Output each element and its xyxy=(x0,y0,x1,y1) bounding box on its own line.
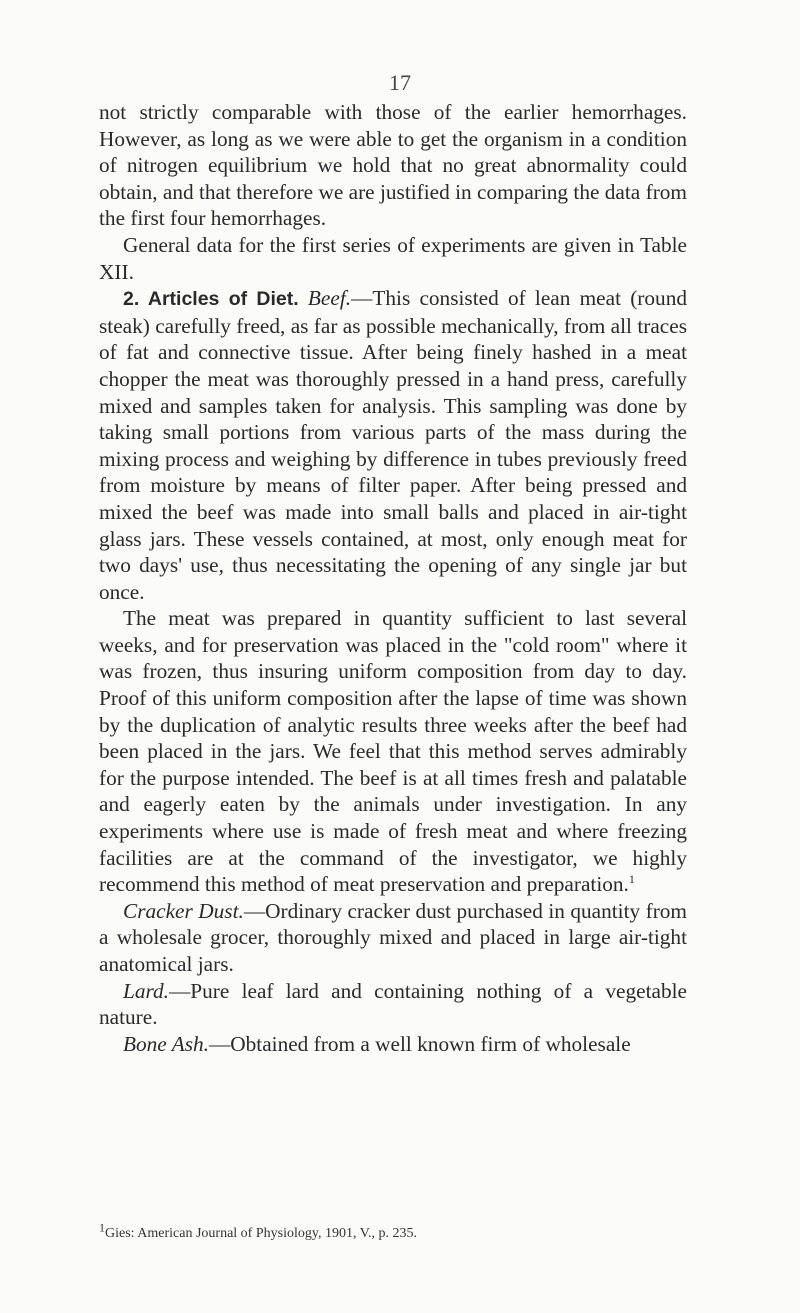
footnote-text: Gies: American Journal of Physiology, 1901, V., p. 235. xyxy=(105,1226,418,1241)
paragraph-general-data: General data for the first series of experiments are given in Table XII. xyxy=(99,232,687,284)
footnote xyxy=(99,1220,687,1242)
footnote-marker: 1 xyxy=(99,1220,105,1235)
subheading-beef: Beef. xyxy=(307,286,352,311)
paragraph-lard xyxy=(99,978,687,1031)
page-number: 17 xyxy=(389,70,411,95)
paragraph-bone-ash xyxy=(99,1031,687,1058)
subheading-bone-ash: Bone Ash. xyxy=(123,1031,209,1056)
beef-text: —This consisted of lean meat (round steak) carefully freed, as far as possible mechanically, from all traces of fat and connective tissue. After being finely hashed in a meat chopper the meat was thoroughly pressed in a hand press, carefully mixed and samples taken for analysis. This sampling was done by taking small portions from various parts of the mass during the mixing process and weighing by difference in tubes previously freed from moisture by means of filter paper. After being pressed and mixed the beef was made into small balls and placed in air-tight glass jars. These vessels contained, at most, only enough meat for two days' use, thus necessitating the opening of any single jar but once. xyxy=(99,286,687,604)
paragraph-hemorrhage-comparison: not strictly comparable with those of the earlier hemorrhages. However, as long as we were able to get the organism in a condition of nitrogen equilibrium we hold that no great abnormality could obtain, and that therefore we are justified in comparing the data from the first four hemorrhages. xyxy=(99,100,687,231)
section-heading-articles-of-diet: 2. Articles of Diet. xyxy=(123,288,299,311)
footnote-reference: 1 xyxy=(628,872,635,887)
subheading-cracker-dust: Cracker Dust. xyxy=(123,898,244,923)
paragraph-cracker-dust xyxy=(99,898,687,978)
body-text xyxy=(99,99,687,1057)
lard-text: —Pure leaf lard and containing nothing of a vegetable nature. xyxy=(99,978,687,1030)
subheading-lard: Lard. xyxy=(123,978,169,1003)
bone-ash-text: —Obtained from a well known firm of wholesale xyxy=(208,1031,631,1056)
paragraph-meat-preservation xyxy=(99,605,687,898)
preservation-text: The meat was prepared in quantity sufficient to last several weeks, and for preservation was placed in the "cold room" where it was frozen, thus insuring uniform composition from day to day. Proof of this uniform composition after the lapse of time was shown by the duplication of analytic results three weeks after the beef had been placed in the jars. We feel that this method serves admirably for the purpose intended. The beef is at all times fresh and palatable and eagerly eaten by the animals under investigation. In any experiments where use is made of fresh meat and where freezing facilities are at the command of the investigator, we highly recommend this method of meat preservation and preparation. xyxy=(99,606,687,897)
cracker-dust-text: —Ordinary cracker dust purchased in quantity from a wholesale grocer, thoroughly mixed and placed in large air-tight anatomical jars. xyxy=(99,898,688,976)
paragraph-beef xyxy=(99,285,687,605)
